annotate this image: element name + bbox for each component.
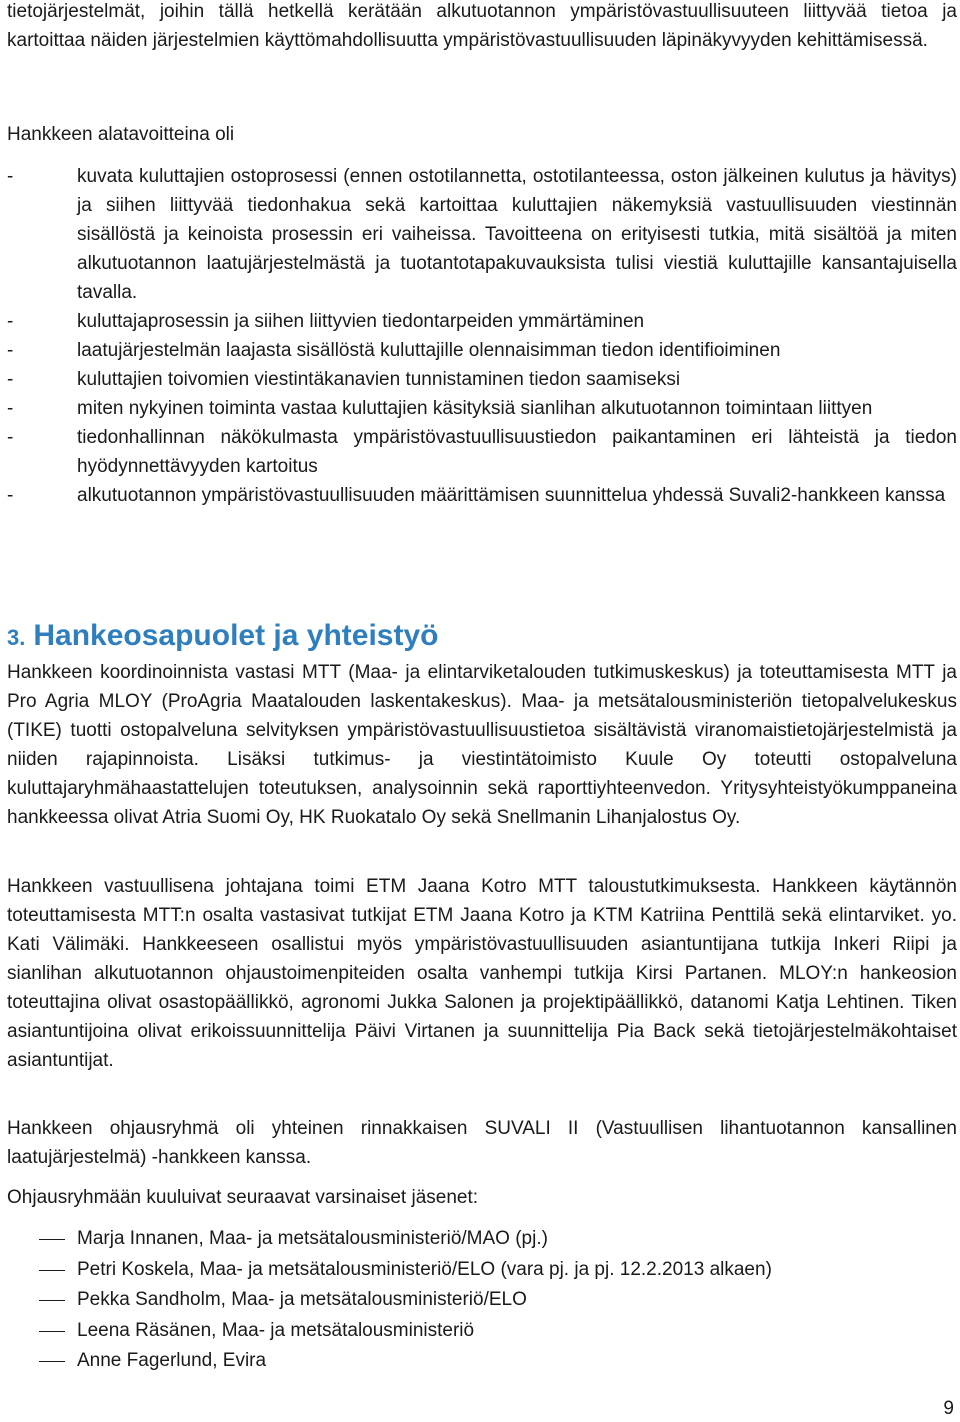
list-item-text: kuluttajien toivomien viestintäkanavien tunnistaminen tiedon saamiseksi	[77, 369, 681, 390]
list-item-text: miten nykyinen toiminta vastaa kuluttajien käsityksiä sianlihan alkutuotannon toimintaan liittyen	[77, 398, 873, 419]
list-marker: -	[7, 398, 14, 419]
list-item	[7, 307, 957, 336]
list-marker	[39, 1300, 65, 1301]
list-marker: -	[7, 485, 14, 506]
list-marker	[39, 1361, 65, 1362]
team-paragraph: Hankkeen vastuullisena johtajana toimi ETM Jaana Kotro MTT taloustutkimuksesta. Hankkeen käytännön toteuttamisesta MTT:n osalta vastasivat tutkijat ETM Jaana Kotro ja KTM Katriina Penttilä sekä elintarviket. yo. Kati Välimäki. Hankkeeseen osallistui myös ympäristövastuullisuuden asiantuntijana tutkija Inkeri Riipi ja sianlihan alkutuotannon ohjaustoimenpiteiden osalta vanhempi tutkija Kirsi Partanen. MLOY:n hankeosion toteuttajina olivat osastopäällikkö, agronomi Jukka Salonen ja projektipäällikkö, datanomi Katja Lehtinen. Tiken asiantuntijoina olivat erikoissuunnittelija Päivi Virtanen ja suunnittelija Pia Back sekä tietojärjestelmäkohtaiset asiantuntijat.	[7, 876, 957, 1071]
steering-group-paragraph: Hankkeen ohjausryhmä oli yhteinen rinnakkaisen SUVALI II (Vastuullisen lihantuotannon kansallinen laatujärjestelmä) -hankkeen kanssa.	[7, 1118, 957, 1168]
partners-paragraph: Hankkeen koordinoinnista vastasi MTT (Maa- ja elintarviketalouden tutkimuskeskus) ja toteuttamisesta MTT ja Pro Agria MLOY (ProAgria Maatalouden laskentakeskus). Maa- ja metsätalousministeriön tietopalvelukeskus (TIKE) tuotti ostopalveluna selvityksen ympäristövastuullisuustietoa sisältävistä viranomaistietojärjestelmistä ja niiden rajapinnoista. Lisäksi tutkimus- ja viestintätoimisto Kuule Oy toteutti ostopalveluna kuluttajaryhmähaastattelujen toteutuksen, analysoinnin sekä raporttiyhteenvedon. Yritysyhteistyökumppaneina hankkeessa olivat Atria Suomi Oy, HK Ruokatalo Oy sekä Snellmanin Lihanjalostus Oy.	[7, 662, 957, 828]
goals-list	[7, 162, 957, 510]
list-item	[7, 1224, 957, 1255]
list-item	[7, 481, 957, 510]
members-list	[7, 1224, 957, 1377]
members-intro: Ohjausryhmään kuuluivat seuraavat varsinaiset jäsenet:	[7, 1187, 479, 1208]
list-item	[7, 1285, 957, 1316]
section-heading	[7, 616, 438, 658]
list-item	[7, 1316, 957, 1347]
list-item	[7, 1255, 957, 1286]
goals-heading: Hankkeen alatavoitteina oli	[7, 124, 235, 145]
member-name: Marja Innanen, Maa- ja metsätalousministeriö/MAO (pj.)	[77, 1228, 548, 1249]
list-marker: -	[7, 340, 14, 361]
member-name: Leena Räsänen, Maa- ja metsätalousministeriö	[77, 1319, 475, 1341]
member-name: Anne Fagerlund, Evira	[77, 1350, 267, 1371]
page-number: 9	[943, 1398, 954, 1419]
list-item	[7, 336, 957, 365]
list-item	[7, 365, 957, 394]
list-marker: -	[7, 166, 14, 187]
list-marker: -	[7, 369, 14, 390]
list-marker	[39, 1331, 65, 1332]
list-marker	[39, 1239, 65, 1240]
list-marker	[39, 1270, 65, 1271]
list-marker: -	[7, 427, 14, 448]
section-title: Hankeosapuolet ja yhteistyö	[33, 619, 439, 652]
list-item-text: kuluttajaprosessin ja siihen liittyvien tiedontarpeiden ymmärtäminen	[77, 311, 645, 332]
section-number: 3.	[7, 625, 26, 650]
list-item	[7, 1346, 957, 1377]
intro-paragraph: tietojärjestelmät, joihin tällä hetkellä kerätään alkutuotannon ympäristövastuullisuuteen liittyvää tietoa ja kartoittaa näiden järjestelmien käyttömahdollisuutta ympäristövastuullisuuden läpinäkyvyyden kehittämisessä.	[7, 1, 957, 51]
member-name: Petri Koskela, Maa- ja metsätalousministeriö/ELO (vara pj. ja pj. 12.2.2013 alkaen)	[77, 1258, 772, 1280]
member-name: Pekka Sandholm, Maa- ja metsätalousministeriö/ELO	[77, 1289, 527, 1310]
list-item	[7, 394, 957, 423]
list-marker: -	[7, 311, 14, 332]
list-item-text: laatujärjestelmän laajasta sisällöstä kuluttajille olennaisimman tiedon identifioiminen	[77, 340, 781, 361]
list-item	[7, 423, 957, 481]
list-item-text: kuvata kuluttajien ostoprosessi (ennen ostotilannetta, ostotilanteessa, oston jälkeinen kulutus ja hävitys) ja siihen liittyvää tiedonhakua sekä kartoittaa kuluttajien näkemyksiä vastuullisuuden viestinnän sisällöstä ja keinoista prosessin eri vaiheissa. Tavoitteena on erityisesti tutkia, mitä sisältöä ja miten alkutuotannon laatujärjestelmästä ja tuotantotapakuvauksista tulisi viestiä kuluttajille kansantajuisella tavalla.	[77, 166, 957, 303]
list-item	[7, 162, 957, 307]
list-item-text: alkutuotannon ympäristövastuullisuuden määrittämisen suunnittelua yhdessä Suvali2-hankkeen kanssa	[77, 485, 946, 506]
list-item-text: tiedonhallinnan näkökulmasta ympäristövastuullisuustiedon paikantaminen eri lähteistä ja tiedon hyödynnettävyyden kartoitus	[77, 427, 957, 477]
